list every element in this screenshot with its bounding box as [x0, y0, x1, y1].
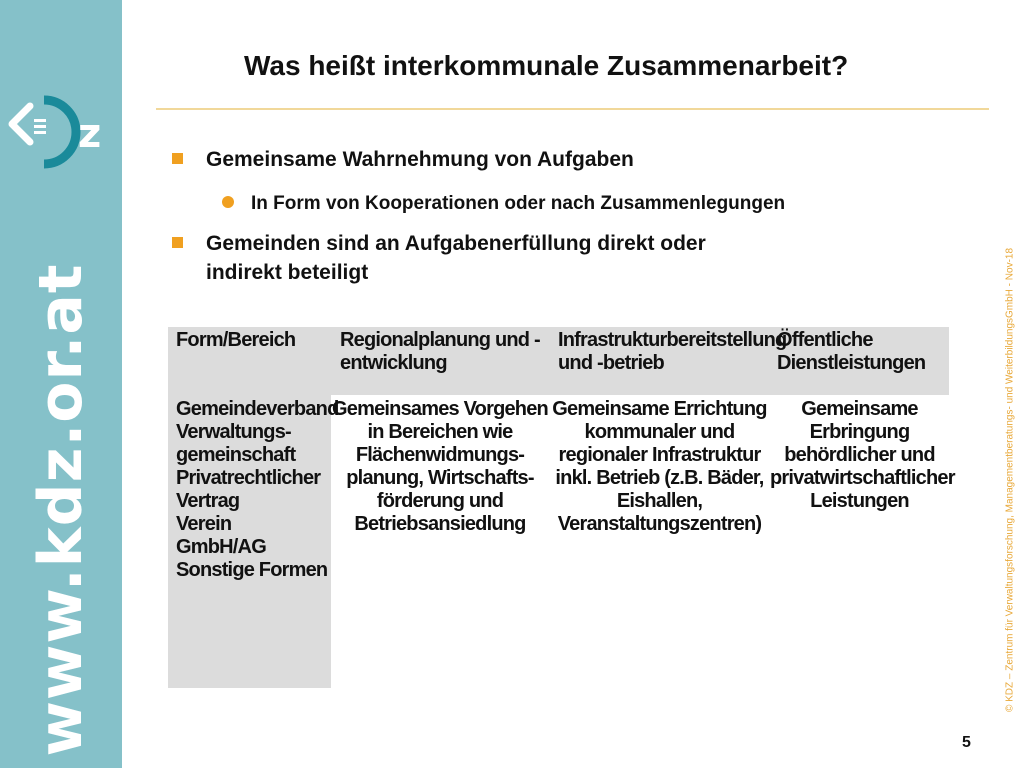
- title-divider: [156, 108, 989, 110]
- cell-regionalplanung: Gemeinsames Vorgehen in Bereichen wie Flächenwidmungs- planung, Wirtschafts- förderung und Betriebsansiedlung: [332, 398, 548, 535]
- cooperation-table: [168, 327, 955, 688]
- bullet-square-icon: [172, 237, 183, 248]
- bullet-1: Gemeinsame Wahrnehmung von Aufgaben: [206, 148, 634, 171]
- cell-infrastruktur: Gemeinsame Errichtung kommunaler und regionaler Infrastruktur inkl. Betrieb (z.B. Bäder, Eishallen, Veranstaltungszentren): [552, 398, 767, 535]
- svg-text:z: z: [78, 111, 102, 157]
- sidebar: [0, 0, 122, 768]
- cell-dienstleistungen: Gemeinsame Erbringung behördlicher und privatwirtschaftlicher Leistungen: [770, 398, 955, 512]
- header-regionalplanung: Regionalplanung und - entwicklung: [340, 329, 540, 374]
- bullet-dot-icon: [222, 196, 234, 208]
- bullet-1-1: In Form von Kooperationen oder nach Zusammenlegungen: [251, 193, 786, 214]
- header-form-bereich: Form/Bereich: [176, 329, 296, 351]
- website-url: www.kdz.or.at: [26, 263, 96, 757]
- bullet-2: Gemeinden sind an Aufgabenerfüllung direkt oder indirekt beteiligt: [206, 232, 706, 284]
- header-infrastruktur: Infrastrukturbereitstellung und -betrieb: [558, 329, 787, 374]
- kdz-logo: [4, 92, 116, 182]
- bullet-square-icon: [172, 153, 183, 164]
- header-dienstleistungen: Öffentliche Dienstleistungen: [777, 329, 926, 374]
- cell-forms: Gemeindeverband Verwaltungs- gemeinschaft Privatrechtlicher Vertrag Verein GmbH/AG Sonstige Formen: [176, 398, 339, 581]
- page-number: 5: [962, 734, 971, 751]
- copyright-note: © KDZ – Zentrum für Verwaltungsforschung, Managementberatungs- und WeiterbildungsGmbH - Nov-18: [1004, 247, 1016, 713]
- slide-title: Was heißt interkommunale Zusammenarbeit?: [244, 50, 849, 81]
